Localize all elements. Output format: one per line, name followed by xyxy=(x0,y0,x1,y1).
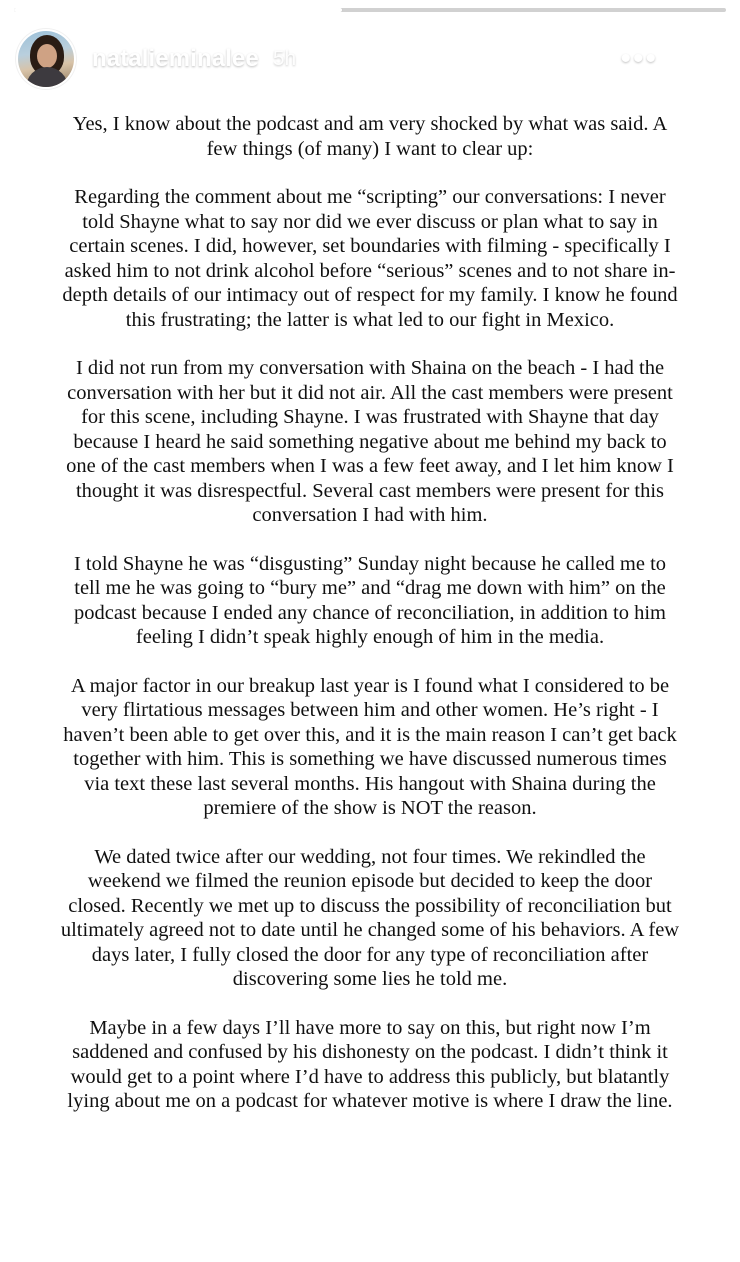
story-paragraph: Yes, I know about the podcast and am very shocked by what was said. A few things (of many) I want to clear up: xyxy=(72,113,668,160)
avatar-image xyxy=(18,31,74,87)
story-paragraph: A major factor in our breakup last year is I found what I considered to be very flirtatious messages between him and other women. He’s right - I haven’t been able to get over this, and it is the main reason I can’t get back together with him. This is something we have discussed numerous times via text these last several months. His hangout with Shaina during the premiere of the show is NOT the reason. xyxy=(63,674,677,819)
close-icon[interactable] xyxy=(678,37,722,81)
story-paragraph: I did not run from my conversation with Shaina on the beach - I had the conversation with her but it did not air. All the cast members were present for this scene, including Shayne. I was frustrated with Shayne that day because I heard he said something negative about me behind my back to one of the cast members when I was a few feet away, and I let him know I thought it was disrespectful. Several cast members were present for this conversation I had with him. xyxy=(66,357,674,526)
story-header xyxy=(0,22,740,96)
avatar-body xyxy=(26,67,68,87)
story-paragraph: We dated twice after our wedding, not four times. We rekindled the weekend we filmed the reunion episode but decided to keep the door closed. Recently we met up to discuss the possibility of reconciliation but ultimately agreed not to date until he changed some of his behaviors. A few days later, I fully closed the door for any type of reconciliation after discovering some lies he told me. xyxy=(60,845,680,990)
timestamp-label: 5h xyxy=(272,47,297,70)
story-paragraph: Maybe in a few days I’ll have more to say on this, but right now I’m saddened and confused by his dishonesty on the podcast. I didn’t think it would get to a point where I’d have to address this publicly, but blatantly lying about me on a podcast for whatever motive is where I draw the line. xyxy=(67,1016,673,1112)
story-text-content xyxy=(60,112,680,1248)
avatar-face xyxy=(37,44,57,68)
story-paragraph: Regarding the comment about me “scripting” our conversations: I never told Shayne what to say nor did we ever discuss or plan what to say in certain scenes. I did, however, set boundaries with filming - specifically I asked him to not drink alcohol before “serious” scenes and to not share in-depth details of our intimacy out of respect for my family. I know he found this frustrating; the latter is what led to our fight in Mexico. xyxy=(62,186,678,331)
story-paragraph: I told Shayne he was “disgusting” Sunday night because he called me to tell me he was going to “bury me” and “drag me down with him” on the podcast because I ended any chance of reconciliation, in addition to him feeling I didn’t speak highly enough of him in the media. xyxy=(73,552,667,648)
more-options-icon[interactable]: ••• xyxy=(620,42,658,75)
avatar[interactable] xyxy=(16,29,76,89)
story-progress-bar xyxy=(14,8,726,12)
username-label[interactable]: natalieminalee xyxy=(92,45,259,72)
story-progress-fill xyxy=(14,8,342,12)
